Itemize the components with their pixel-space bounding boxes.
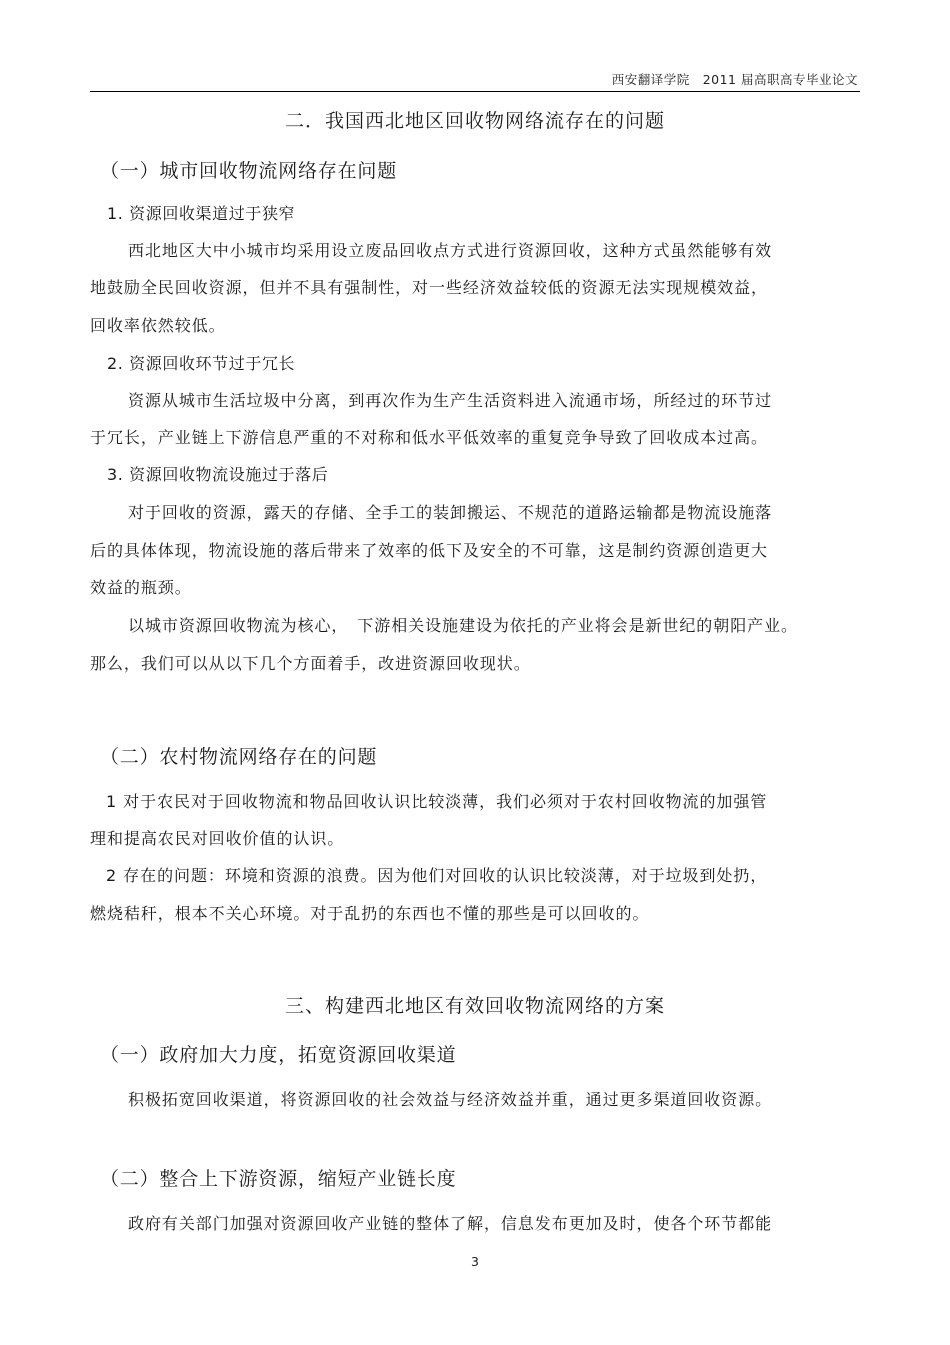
section-2-title: 二．我国西北地区回收物网络流存在的问题 bbox=[284, 110, 665, 132]
subsection-3-2-heading: （二）整合上下游资源，缩短产业链长度 bbox=[100, 1168, 457, 1190]
running-header: 西安翻译学院 2011 届高职高专毕业论文 bbox=[611, 72, 858, 87]
item-1-paragraph-line: 地鼓励全民回收资源，但并不具有强制性，对一些经济效益较低的资源无法实现规模效益， bbox=[90, 278, 769, 297]
header-rule bbox=[90, 91, 860, 92]
subsection-2-1-heading: （一）城市回收物流网络存在问题 bbox=[100, 160, 398, 182]
rural-point-2-line: 2 存在的问题：环境和资源的浪费。因为他们对回收的认识比较淡薄，对于垃圾到处扔， bbox=[106, 866, 768, 885]
item-1-heading: 1. 资源回收渠道过于狭窄 bbox=[107, 204, 296, 223]
subsection-2-2-heading: （二）农村物流网络存在的问题 bbox=[100, 746, 378, 768]
item-2-paragraph-line: 资源从城市生活垃圾中分离，到再次作为生产生活资料进入流通市场，所经过的环节过 bbox=[128, 391, 773, 410]
rural-point-2-line: 燃烧秸秆，根本不关心环境。对于乱扔的东西也不懂的那些是可以回收的。 bbox=[90, 904, 650, 923]
item-2-heading: 2. 资源回收环节过于冗长 bbox=[107, 354, 296, 373]
summary-paragraph-line: 那么，我们可以从以下几个方面着手，改进资源回收现状。 bbox=[90, 654, 531, 673]
subsection-3-2-paragraph: 政府有关部门加强对资源回收产业链的整体了解，信息发布更加及时，使各个环节都能 bbox=[128, 1214, 773, 1233]
item-3-heading: 3. 资源回收物流设施过于落后 bbox=[107, 465, 329, 484]
rural-point-1-line: 1 对于农民对于回收物流和物品回收认识比较淡薄，我们必须对于农村回收物流的加强管 bbox=[106, 792, 768, 811]
rural-point-1-line: 理和提高农民对回收价值的认识。 bbox=[90, 829, 345, 848]
item-3-paragraph-line: 后的具体体现，物流设施的落后带来了效率的低下及安全的不可靠，这是制约资源创造更大 bbox=[90, 541, 769, 560]
item-2-paragraph-line: 于冗长，产业链上下游信息严重的不对称和低水平低效率的重复竞争导致了回收成本过高。 bbox=[90, 428, 769, 447]
subsection-3-1-paragraph: 积极拓宽回收渠道，将资源回收的社会效益与经济效益并重，通过更多渠道回收资源。 bbox=[128, 1090, 773, 1109]
item-1-paragraph-line: 西北地区大中小城市均采用设立废品回收点方式进行资源回收，这种方式虽然能够有效 bbox=[128, 241, 773, 260]
section-3-title: 三、构建西北地区有效回收物流网络的方案 bbox=[284, 995, 665, 1017]
item-3-paragraph-line: 效益的瓶颈。 bbox=[90, 578, 192, 597]
page-number: 3 bbox=[471, 1254, 479, 1269]
summary-paragraph-line: 以城市资源回收物流为核心， 下游相关设施建设为依托的产业将会是新世纪的朝阳产业。 bbox=[128, 616, 799, 635]
subsection-3-1-heading: （一）政府加大力度，拓宽资源回收渠道 bbox=[100, 1044, 457, 1066]
item-3-paragraph-line: 对于回收的资源，露天的存储、全手工的装卸搬运、不规范的道路运输都是物流设施落 bbox=[128, 503, 773, 522]
item-1-paragraph-line: 回收率依然较低。 bbox=[90, 316, 226, 335]
